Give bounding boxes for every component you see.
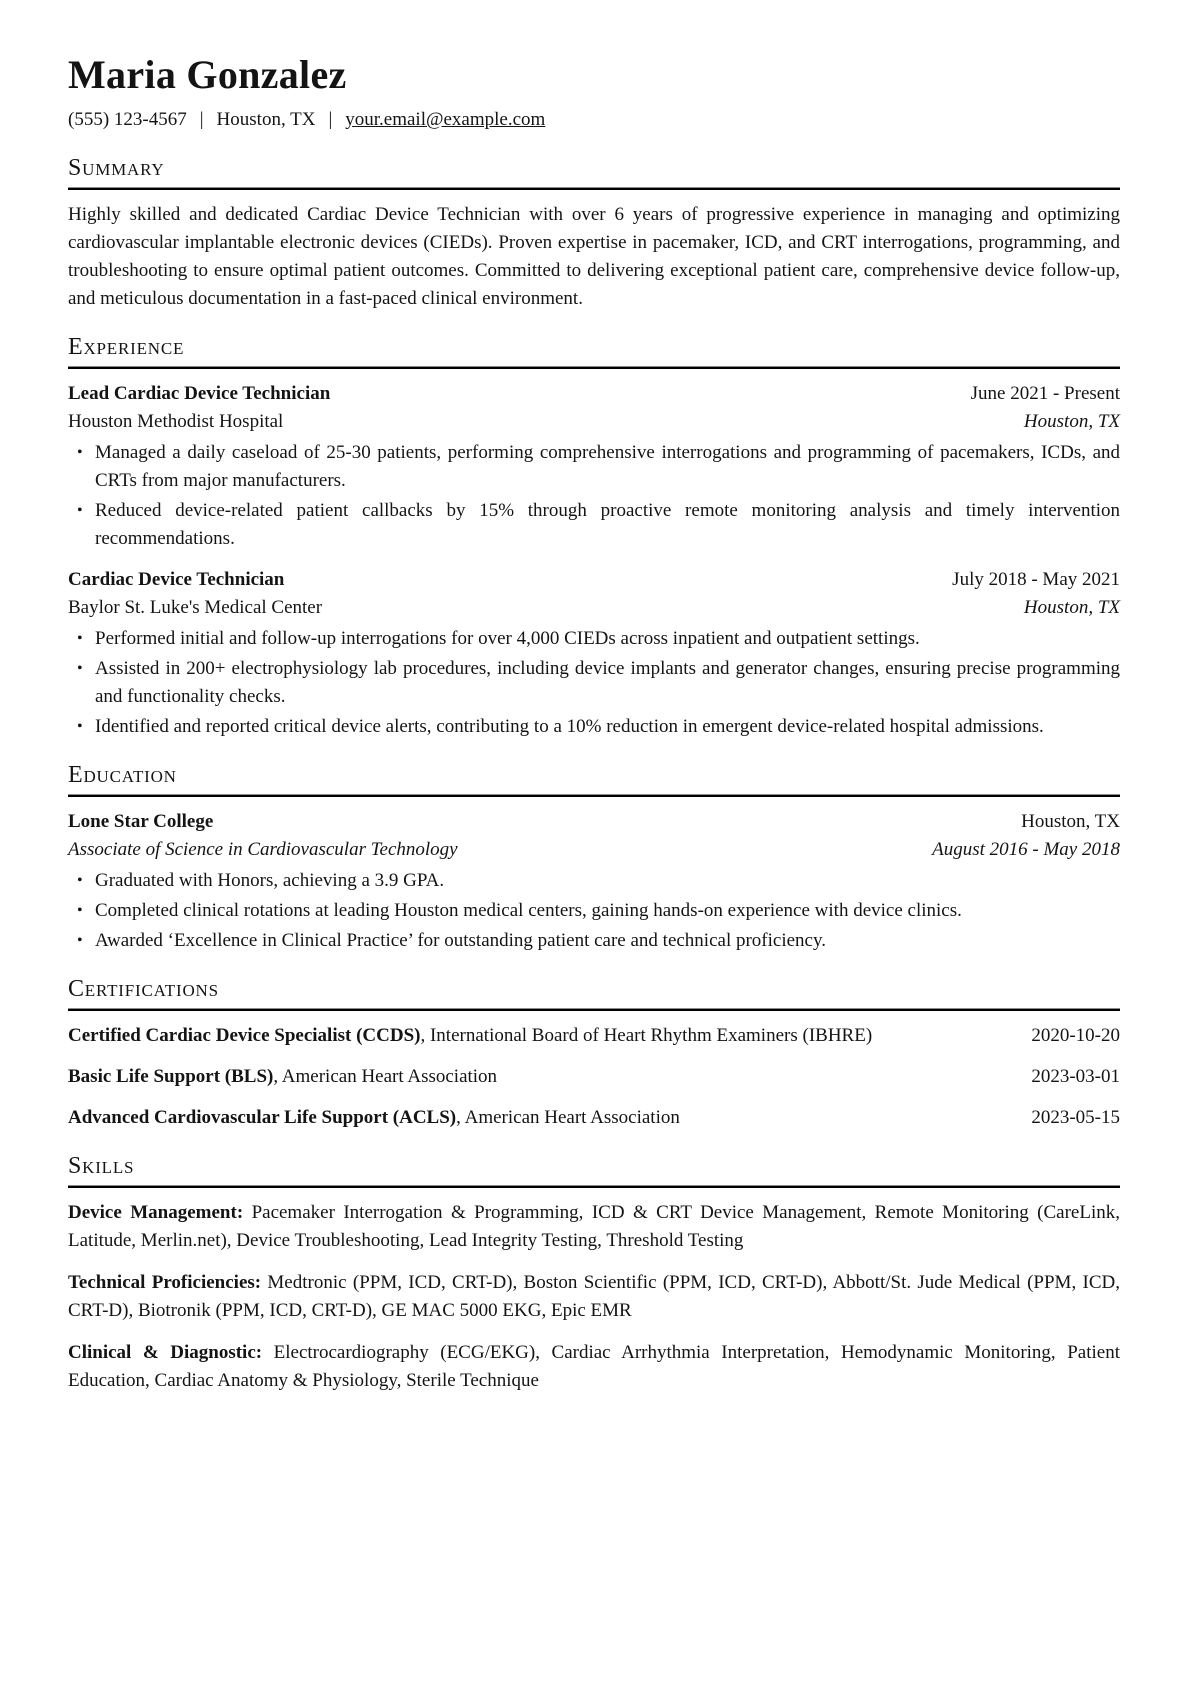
bullet-item: • Reduced device-related patient callbacks by 15% through proactive remote monitoring analysis and timely intervention recommendations. [68,497,1120,553]
certification-date: 2023-03-01 [1031,1066,1120,1087]
education-dates: August 2016 - May 2018 [932,839,1120,860]
job-company-row [68,594,1120,622]
skill-group-label: Device Management: [68,1202,244,1223]
job-location: Houston, TX [1023,411,1120,432]
resume-name: Maria Gonzalez [68,52,347,97]
job-entry [68,380,1120,553]
certification-text [68,1063,1120,1091]
certification-name: Certified Cardiac Device Specialist (CCDS) [68,1025,421,1046]
job-entry [68,566,1120,741]
bullet-list [68,867,1120,955]
skill-group-text: Electrocardiography (ECG/EKG), Cardiac Arrhythmia Interpretation, Hemodynamic Monitoring, Patient Education, Cardiac Anatomy & Physiology, Sterile Technique [68,1342,1120,1391]
section-rule [68,1008,1120,1011]
bullet-item: • Completed clinical rotations at leading Houston medical centers, gaining hands-on experience with device clinics. [68,897,1120,925]
bullet-list [68,439,1120,553]
skill-group-label: Technical Proficiencies: [68,1272,262,1293]
section-summary [68,155,1120,313]
contact-separator: | [328,109,333,130]
bullet-item: • Assisted in 200+ electrophysiology lab procedures, including device implants and generator changes, ensuring precise programming and functionality checks. [68,655,1120,711]
education-entry [68,808,1120,955]
section-skills [68,1153,1120,1395]
skill-group-label: Clinical & Diagnostic: [68,1342,263,1363]
section-rule [68,794,1120,797]
job-title-row [68,380,1120,408]
section-certifications [68,976,1120,1132]
certification-name: Advanced Cardiovascular Life Support (ACLS) [68,1107,457,1128]
education-section-title: Education [68,762,177,788]
bullet-list [68,625,1120,741]
contact-location: Houston, TX [216,109,316,130]
job-dates: July 2018 - May 2021 [952,569,1120,590]
bullet-item: • Awarded ‘Excellence in Clinical Practice’ for outstanding patient care and technical proficiency. [68,927,1120,955]
certification-text [68,1022,1120,1050]
email-link[interactable]: your.email@example.com [345,109,546,130]
summary-section-title: Summary [68,155,165,181]
bullet-item: • Identified and reported critical device alerts, contributing to a 10% reduction in emergent device-related hospital admissions. [68,713,1120,741]
skill-group [68,1339,1120,1395]
bullet-item: • Managed a daily caseload of 25-30 patients, performing comprehensive interrogations and programming of pacemakers, ICDs, and CRTs from major manufacturers. [68,439,1120,495]
school-location: Houston, TX [1021,811,1120,832]
job-location: Houston, TX [1023,597,1120,618]
degree-row [68,836,1120,864]
job-title: Cardiac Device Technician [68,569,285,590]
section-rule [68,366,1120,369]
school-name: Lone Star College [68,811,214,832]
job-company: Houston Methodist Hospital [68,411,284,432]
certification-issuer: , International Board of Heart Rhythm Examiners (IBHRE) [420,1025,873,1046]
job-company-row [68,408,1120,436]
job-title: Lead Cardiac Device Technician [68,383,331,404]
bullet-item: • Performed initial and follow-up interrogations for over 4,000 CIEDs across inpatient and outpatient settings. [68,625,1120,653]
section-education [68,762,1120,955]
certification-date: 2023-05-15 [1031,1107,1120,1128]
certifications-section-title: Certifications [68,976,219,1002]
job-company: Baylor St. Luke's Medical Center [68,597,323,618]
certification-date: 2020-10-20 [1031,1025,1120,1046]
bullet-item: • Graduated with Honors, achieving a 3.9 GPA. [68,867,1120,895]
contact-line [68,107,1120,133]
certification-item [68,1063,1120,1091]
certification-name: Basic Life Support (BLS) [68,1066,274,1087]
skill-group-text: Medtronic (PPM, ICD, CRT-D), Boston Scientific (PPM, ICD, CRT-D), Abbott/St. Jude Medical (PPM, ICD, CRT-D), Biotronik (PPM, ICD, CRT-D), GE MAC 5000 EKG, Epic EMR [68,1272,1120,1321]
job-title-row [68,566,1120,594]
experience-section-title: Experience [68,334,185,360]
degree-name: Associate of Science in Cardiovascular Technology [68,839,458,860]
school-row [68,808,1120,836]
certification-item [68,1104,1120,1132]
skills-section-title: Skills [68,1153,135,1179]
job-dates: June 2021 - Present [970,383,1120,404]
certification-issuer: , American Heart Association [456,1107,680,1128]
summary-paragraph: Highly skilled and dedicated Cardiac Device Technician with over 6 years of progressive experience in managing and optimizing cardiovascular implantable electronic devices (CIEDs). Proven expertise in pacemaker, ICD, and CRT interrogations, programming, and troubleshooting to ensure optimal patient outcomes. Committed to delivering exceptional patient care, comprehensive device follow-up, and meticulous documentation in a fast-paced clinical environment. [68,204,1120,309]
certification-item [68,1022,1120,1050]
contact-phone: (555) 123-4567 [68,109,187,130]
contact-separator: | [199,109,204,130]
certification-text [68,1104,1120,1132]
skill-group [68,1199,1120,1255]
section-rule [68,1185,1120,1188]
skill-group-text: Pacemaker Interrogation & Programming, ICD & CRT Device Management, Remote Monitoring (CareLink, Latitude, Merlin.net), Device Troubleshooting, Lead Integrity Testing, Threshold Testing [68,1202,1120,1251]
certification-issuer: , American Heart Association [273,1066,498,1087]
section-experience [68,334,1120,741]
skill-group [68,1269,1120,1325]
section-rule [68,187,1120,190]
